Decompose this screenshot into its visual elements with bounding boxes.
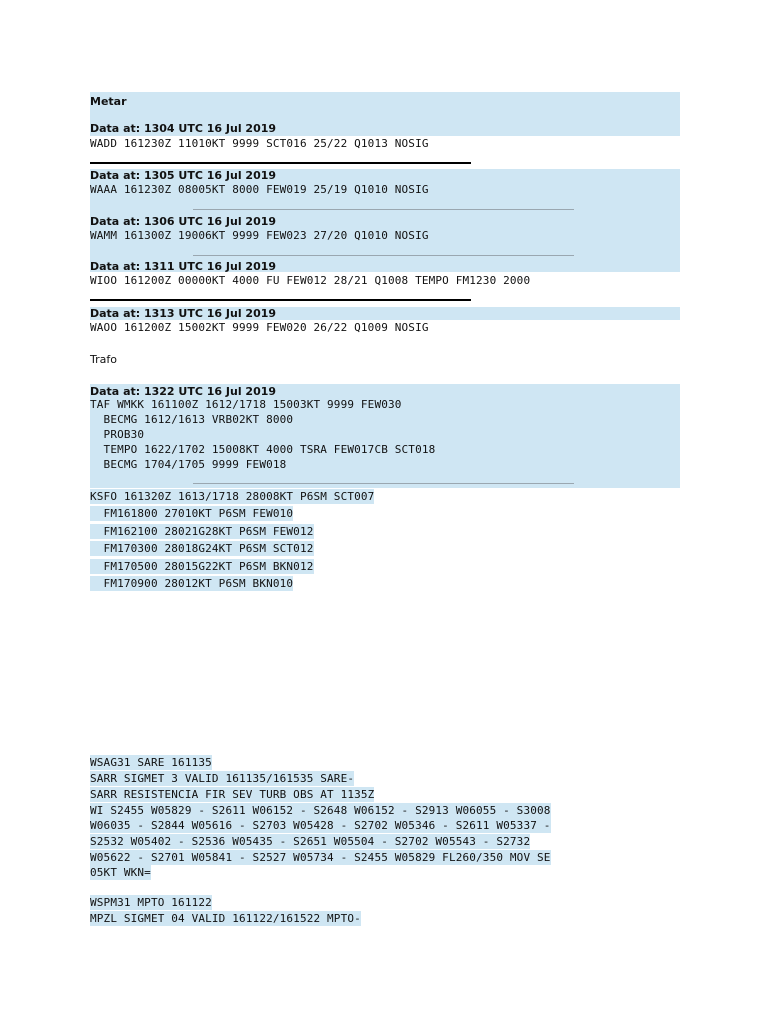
sigmet-line: WSAG31 SARE 161135 <box>90 756 212 769</box>
report-time: Data at: 1306 UTC 16 Jul 2019 <box>90 215 277 228</box>
report-text: WAAA 161230Z 08005KT 8000 FEW019 25/19 Q1010 NOSIG <box>90 183 429 196</box>
sigmet-line: SARR RESISTENCIA FIR SEV TURB OBS AT 1135Z <box>90 788 375 801</box>
sigmet-line: WI S2455 W05829 - S2611 W06152 - S2648 W06152 - S2913 W06055 - S3008 <box>90 804 551 817</box>
sigmet-line: W05622 - S2701 W05841 - S2527 W05734 - S2455 W05829 FL260/350 MOV SE <box>90 851 551 864</box>
report-text: WAMM 161300Z 19006KT 9999 FEW023 27/20 Q1010 NOSIG <box>90 229 429 242</box>
section-divider <box>90 299 471 301</box>
sigmet-line: SARR SIGMET 3 VALID 161135/161535 SARE- <box>90 772 355 785</box>
taf-line: BECMG 1704/1705 9999 FEW018 <box>90 458 287 471</box>
report-divider <box>193 483 574 484</box>
report-text: WADD 161230Z 11010KT 9999 SCT016 25/22 Q1013 NOSIG <box>90 137 429 150</box>
trafo-heading: Trafo <box>90 353 117 366</box>
report-time: Data at: 1304 UTC 16 Jul 2019 <box>90 122 277 135</box>
sigmet-line: W06035 - S2844 W05616 - S2703 W05428 - S2702 W05346 - S2611 W05337 - <box>90 819 551 832</box>
taf-line: TAF WMKK 161100Z 1612/1718 15003KT 9999 FEW030 <box>90 398 402 411</box>
metar-heading: Metar <box>90 95 127 108</box>
report-time: Data at: 1322 UTC 16 Jul 2019 <box>90 385 277 398</box>
ksfo-line: KSFO 161320Z 1613/1718 28008KT P6SM SCT007 <box>90 490 375 503</box>
sigmet-line: MPZL SIGMET 04 VALID 161122/161522 MPTO- <box>90 912 361 925</box>
taf-line: PROB30 <box>90 428 145 441</box>
ksfo-line: FM162100 28021G28KT P6SM FEW012 <box>90 525 314 538</box>
ksfo-line: FM170300 28018G24KT P6SM SCT012 <box>90 542 314 555</box>
report-text: WIOO 161200Z 00000KT 4000 FU FEW012 28/21 Q1008 TEMPO FM1230 2000 <box>90 274 531 287</box>
sigmet-line: WSPM31 MPTO 161122 <box>90 896 212 909</box>
report-divider <box>193 209 574 210</box>
report-time: Data at: 1305 UTC 16 Jul 2019 <box>90 169 277 182</box>
report-divider <box>193 255 574 256</box>
report-time: Data at: 1313 UTC 16 Jul 2019 <box>90 307 277 320</box>
report-time: Data at: 1311 UTC 16 Jul 2019 <box>90 260 277 273</box>
sigmet-line: S2532 W05402 - S2536 W05435 - S2651 W05504 - S2702 W05543 - S2732 <box>90 835 531 848</box>
ksfo-line: FM170900 28012KT P6SM BKN010 <box>90 577 294 590</box>
section-divider <box>90 162 471 164</box>
taf-line: TEMPO 1622/1702 15008KT 4000 TSRA FEW017CB SCT018 <box>90 443 436 456</box>
taf-line: BECMG 1612/1613 VRB02KT 8000 <box>90 413 294 426</box>
report-text: WAOO 161200Z 15002KT 9999 FEW020 26/22 Q1009 NOSIG <box>90 321 429 334</box>
ksfo-line: FM170500 28015G22KT P6SM BKN012 <box>90 560 314 573</box>
ksfo-line: FM161800 27010KT P6SM FEW010 <box>90 507 294 520</box>
sigmet-line: 05KT WKN= <box>90 866 151 879</box>
